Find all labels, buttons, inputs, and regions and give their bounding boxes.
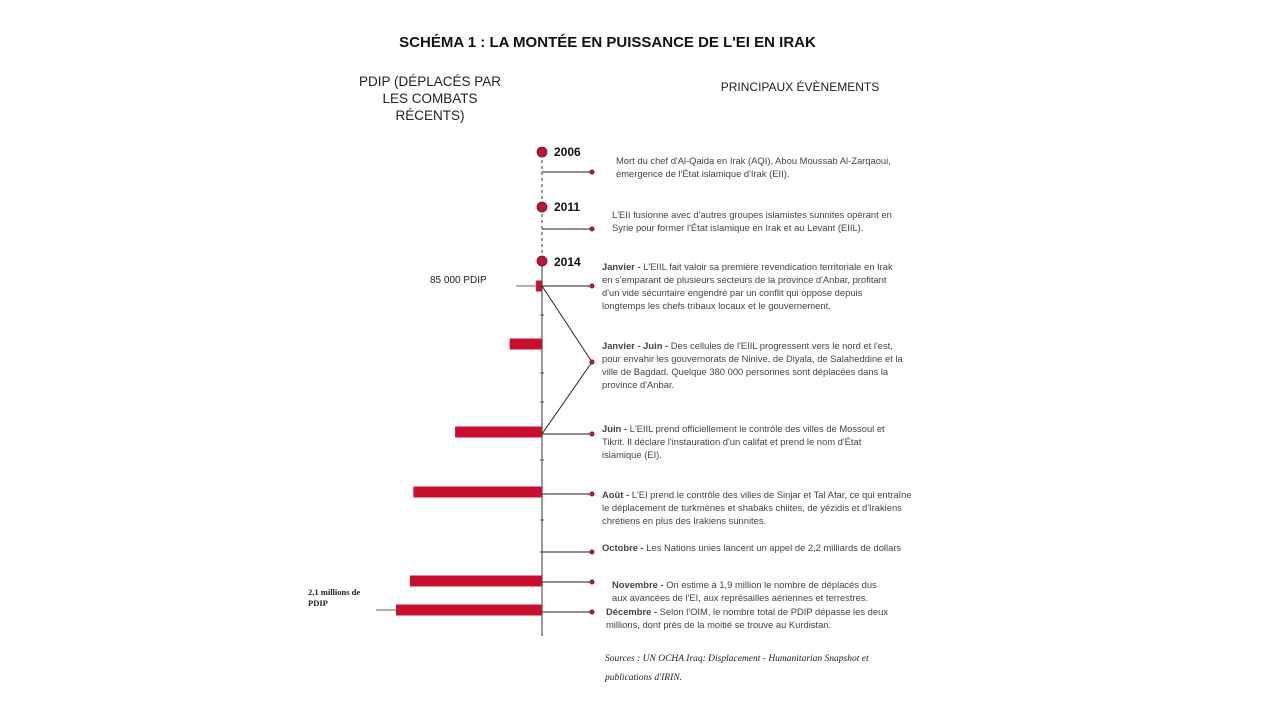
- event-janvier-juin: [602, 339, 914, 391]
- events-column-header: PRINCIPAUX ÉVÈNEMENTS: [720, 80, 880, 94]
- event-connector-line: [542, 362, 592, 434]
- page-title: SCHÉMA 1 : LA MONTÉE EN PUISSANCE DE L'EI EN IRAK: [399, 34, 816, 51]
- event-novembre: [612, 578, 894, 604]
- pdip-bar: [413, 487, 542, 498]
- event-connector-dot: [590, 580, 594, 584]
- event-prefix: Octobre -: [602, 542, 647, 553]
- event-octobre: [602, 541, 922, 554]
- pdip-bar: [396, 605, 542, 616]
- event-text: L'EIIL prend officiellement le contrôle des villes de Mossoul et Tikrit. Il déclare l'instauration d'un califat et prend le nom d'État islamique (EI).: [602, 423, 885, 460]
- event-text: Les Nations unies lancent un appel de 2,2 milliards de dollars: [646, 542, 902, 553]
- event-connector-line: [542, 286, 592, 362]
- year-label-2014: 2014: [554, 255, 581, 269]
- pdip-column-header: PDIP (DÉPLACÉS PAR LES COMBATS RÉCENTS): [358, 74, 502, 123]
- event-aout: [602, 488, 912, 527]
- event-text: Selon l'OIM, le nombre total de PDIP dépasse les deux millions, dont près de la moitié se trouve au Kurdistan.: [606, 606, 888, 630]
- event-decembre: [606, 605, 896, 631]
- event-2006: [616, 154, 916, 180]
- pdip-bar: [536, 281, 542, 292]
- event-text: Mort du chef d'Al-Qaida en Irak (AQI), Abou Moussab Al-Zarqaoui, émergence de l'État islamique d'Irak (EII).: [616, 155, 891, 179]
- source-note: Sources : UN OCHA Iraq: Displacement - Humanitarian Snapshot et publications d'IRIN.: [605, 654, 869, 683]
- event-prefix: Novembre -: [612, 579, 667, 590]
- year-marker-2006: [537, 147, 547, 157]
- event-text: L'EIIL fait valoir sa première revendication territoriale en Irak en s'emparant de plusieurs secteurs de la province d'Anbar, profitant d'un vide sécuritaire engendré par un conflit qui oppose depuis longtemps les chefs tribaux locaux et le gouvernement.: [602, 261, 893, 311]
- year-marker-2014: [537, 256, 547, 266]
- year-label-2011: 2011: [554, 200, 581, 214]
- event-connector-dot: [590, 284, 594, 288]
- event-prefix: Juin -: [602, 423, 630, 434]
- event-connector-dot: [590, 227, 594, 231]
- event-text: L'EI prend le contrôle des villes de Sinjar et Tal Afar, ce qui entraîne le déplacement de turkmènes et shabaks chiites, de yézidis et d'Irakiens chrétiens en plus des Irakiens sunnites.: [602, 489, 912, 526]
- event-text: On estime à 1,9 million le nombre de déplacés dus aux avancées de l'EI, aux représailles aériennes et terrestres.: [612, 579, 877, 603]
- event-connector-dot: [590, 550, 594, 554]
- year-label-2006: 2006: [554, 145, 581, 159]
- event-text: Des cellules de l'EIIL progressent vers le nord et l'est, pour envahir les gouvernorats de Ninive, de Diyala, de Salaheddine et la ville de Bagdad. Quelque 380 000 personnes sont déplacées dans la province d'Anbar.: [602, 340, 903, 390]
- pdip-label-85000: 85 000 PDIP: [430, 275, 487, 286]
- event-connector-dot: [590, 610, 594, 614]
- pdip-bar: [455, 427, 542, 438]
- event-2011: [612, 208, 912, 234]
- pdip-bars: [396, 281, 542, 616]
- event-prefix: Janvier -: [602, 261, 644, 272]
- event-prefix: Août -: [602, 489, 632, 500]
- event-prefix: Décembre -: [606, 606, 660, 617]
- event-prefix: Janvier - Juin -: [602, 340, 671, 351]
- event-janvier: [602, 260, 904, 312]
- event-juin: [602, 422, 902, 461]
- pdip-label-2-1-millions: 2,1 millions de PDIP: [308, 587, 361, 608]
- event-connector-dot: [590, 492, 594, 496]
- event-text: L'EII fusionne avec d'autres groupes islamistes sunnites opérant en Syrie pour former l'État islamique en Irak et au Levant (EIIL).: [612, 209, 892, 233]
- event-connector-dot: [590, 432, 594, 436]
- event-connector-dot: [590, 360, 594, 364]
- pdip-bar: [510, 339, 542, 350]
- year-marker-2011: [537, 202, 547, 212]
- event-connector-dot: [590, 170, 594, 174]
- pdip-bar: [410, 576, 542, 587]
- event-connectors: [542, 170, 594, 614]
